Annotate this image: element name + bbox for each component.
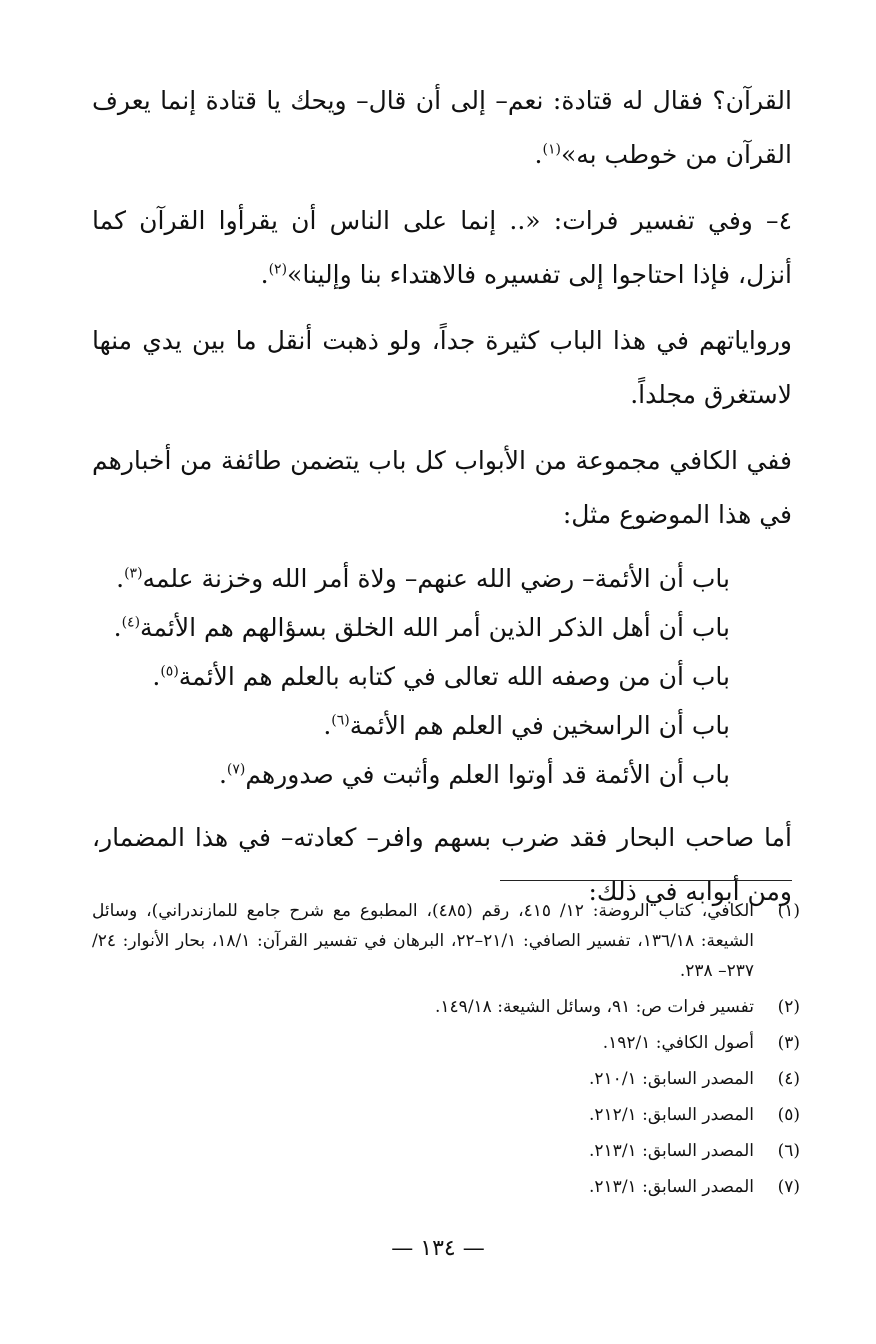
footnote-item	[92, 1172, 800, 1202]
paragraph-narrations: ورواياتهم في هذا الباب كثيرة جداً، ولو ذهبت أنقل ما بين يدي منها لاستغرق مجلداً.	[92, 326, 792, 409]
footnote-item	[92, 1136, 800, 1166]
footnotes	[92, 896, 800, 1208]
page-number: — ١٣٤ —	[391, 1236, 485, 1261]
footnote-ref: (٤)	[121, 614, 141, 631]
footnote-item	[92, 1028, 800, 1058]
paragraph-kafi-intro: ففي الكافي مجموعة من الأبواب كل باب يتضمن طائفة من أخبارهم في هذا الموضوع مثل:	[92, 446, 792, 529]
footnote-number: (٦)	[777, 1141, 800, 1161]
footnote-item	[92, 1100, 800, 1130]
chapter-title: باب أن الأئمة– رضي الله عنهم– ولاة أمر الله وخزنة علمه	[142, 564, 730, 593]
list-item: باب أن الراسخين في العلم هم الأئمة$^{(٦)}$.	[323, 711, 730, 740]
footnote-item	[92, 1064, 800, 1094]
chapter-title: باب أن الأئمة قد أوتوا العلم وأثبت في صدورهم	[245, 760, 730, 789]
chapter-title: باب أن من وصفه الله تعالى في كتابه بالعلم هم الأئمة	[178, 662, 730, 691]
footnote-text: المصدر السابق: ٢١٢/١.	[589, 1105, 754, 1125]
footnote-ref: (١)	[542, 141, 561, 158]
footnote-number: (٧)	[777, 1177, 800, 1197]
chapter-title: باب أن الراسخين في العلم هم الأئمة	[349, 711, 730, 740]
footnote-number: (٤)	[777, 1069, 800, 1089]
paragraph-quote-qatada: القرآن؟ فقال له قتادة: نعم– إلى أن قال– ويحك يا قتادة إنما يعرف القرآن من خوطب به»$^{(١)}$.	[92, 86, 792, 169]
footnote-text: المصدر السابق: ٢١٣/١.	[589, 1177, 754, 1197]
footnote-item	[92, 992, 800, 1022]
list-item: باب أن من وصفه الله تعالى في كتابه بالعلم هم الأئمة$^{(٥)}$.	[152, 662, 730, 691]
paragraph-tafsir-furat: ٤– وفي تفسير فرات: «.. إنما على الناس أن يقرأوا القرآن كما أنزل، فإذا احتاجوا إلى تفسيره فالاهتداء بنا وإلينا»$^{(٢)}$.	[92, 206, 792, 289]
footnote-number: (٥)	[777, 1105, 800, 1125]
footnote-separator	[500, 880, 792, 881]
main-text	[92, 74, 792, 931]
list-item: باب أن أهل الذكر الذين أمر الله الخلق بسؤالهم هم الأئمة$^{(٤)}$.	[113, 613, 730, 642]
list-item: باب أن الأئمة قد أوتوا العلم وأثبت في صدورهم$^{(٧)}$.	[218, 760, 730, 789]
footnote-ref: (٧)	[226, 761, 246, 778]
footnote-item	[92, 896, 800, 986]
footnote-number: (١)	[777, 901, 800, 921]
footnote-text: تفسير فرات ص: ٩١، وسائل الشيعة: ١٤٩/١٨.	[435, 997, 754, 1017]
footnote-text: المصدر السابق: ٢١٠/١.	[589, 1069, 754, 1089]
footnote-number: (٣)	[777, 1033, 800, 1053]
footnote-ref: (٦)	[331, 712, 350, 729]
chapter-list	[92, 554, 730, 799]
footnote-text: الكافي، كتاب الروضة: ١٢/ ٤١٥، رقم (٤٨٥)، المطبوع مع شرح جامع للمازندراني)، وسائل الشيعة: ١٣٦/١٨، تفسير الصافي: ٢١/١–٢٢، البرهان في تفسير القرآن: ١٨/١، بحار الأنوار: ٢٤/ ٢٣٧– ٢٣٨.	[92, 901, 754, 981]
paragraph-text: القرآن؟ فقال له قتادة: نعم– إلى أن قال– ويحك يا قتادة إنما يعرف القرآن من خوطب به»	[92, 86, 792, 169]
footnote-text: المصدر السابق: ٢١٣/١.	[589, 1141, 754, 1161]
paragraph-bihar: أما صاحب البحار فقد ضرب بسهم وافر– كعادته– في هذا المضمار، ومن أبوابه في ذلك:	[92, 823, 792, 906]
footnote-ref: (٥)	[160, 663, 179, 680]
footnote-ref: (٣)	[124, 565, 143, 582]
footnote-number: (٢)	[777, 997, 800, 1017]
list-item: باب أن الأئمة– رضي الله عنهم– ولاة أمر الله وخزنة علمه$^{(٣)}$.	[116, 564, 730, 593]
footnote-ref: (٢)	[268, 261, 288, 278]
chapter-title: باب أن أهل الذكر الذين أمر الله الخلق بسؤالهم هم الأئمة	[140, 613, 730, 642]
footnote-text: أصول الكافي: ١٩٢/١.	[602, 1033, 754, 1053]
paragraph-text: ٤– وفي تفسير فرات: «.. إنما على الناس أن يقرأوا القرآن كما أنزل، فإذا احتاجوا إلى تفسيره فالاهتداء بنا وإلينا»	[92, 206, 792, 289]
